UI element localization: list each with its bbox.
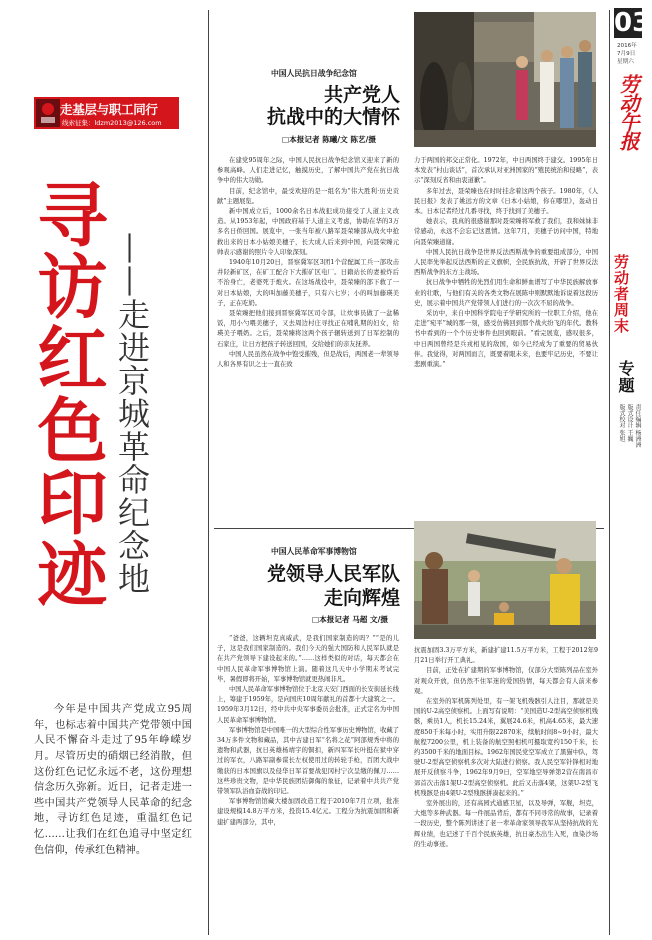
feature-title: 寻访红色印迹 (26, 178, 108, 610)
paragraph: 中国人民革命军事博物馆位于北京天安门西面的长安街延长线上，筹建于1959年，是向国庆10周年献礼的首都十大建筑之一。1959年3月12日，经中共中央军事委员会批准，正式定名为中国人民革命军事博物馆。 (217, 686, 400, 724)
paragraph: 聂荣臻把他们接到晋察冀军区司令部，让炊事员做了一盆稀饭，用小勺喂美穗子，又去周边村庄寻找正在哺乳期的妇女，给瑛美子喂奶。之后，聂荣臻将这两个孩子辗转送到了日军控制的石家庄，让日方把孩子转送回国，交给她们的亲友抚养。 (217, 310, 399, 348)
article1-photo (414, 12, 596, 147)
paragraph: 目前，正处在扩建期的军事博物馆，仅部分大型陈列品在室外对观众开放，但仍然不住军迷的爱国热情，每天都会有人前来参观。 (414, 667, 598, 695)
feature-intro: 今年是中国共产党成立95周年，也标志着中国共产党带领中国人民不懈奋斗走过了95年峥嵘岁月。尽管历史的硝烟已经消散，但这份红色记忆永远不老，这份理想信念历久弥新。近日，记者走进一些中国共产党领导人民革命的纪念地，寻访红色足迹，重温红色记忆……让我们在红色追寻中坚定红色信仰，传承红色精神。 (34, 704, 192, 856)
date-day: 7月9日 (617, 51, 636, 57)
article2-photo (414, 521, 596, 639)
paragraph: 1940年10月20日，晋察冀军区3团1个营配属工兵一部攻击井陉新矿区，在矿工配合下大摧矿区电厂。日籍站长的妻被炸后不治身亡，老婆死于炮火。在这场战役中，聂荣臻的部下救了一对日本姑娘，大的叫加藤美穗子，只有六七岁；小的叫加藤瑛美子，正在吃奶。 (217, 259, 399, 307)
paragraph: 中国人民抗日战争是世界反法西斯战争的重要组成部分，中国人民率先举起反法西斯的正义旗帜，全民族抗战，开辟了世界反法西斯战争的东方主战场。 (414, 248, 598, 277)
paragraph: 目前，纪念馆中，最受欢迎的是一组名为“伟大胜利·历史贡献”主题展览。 (217, 187, 399, 205)
right-strip-divider (609, 10, 610, 935)
staff-designer: 版式设计 王巍 (626, 404, 633, 442)
staff-proofreader: 版式校对 张旭 (618, 404, 625, 442)
paragraph: 她表示，我真的很感谢那时聂荣臻将军救了我们，我和妹妹非常感动，永远不会忘记这恩情。这年7月，美穗子访问中国，特地向聂荣臻道谢。 (414, 218, 598, 246)
paragraph: 在室外的军机陈列处里，有一架飞机残骸引人注目，那就是美国的U-2高空侦察机。上面写有说明：“美国造U-2型高空侦察机残骸，乘员1人，机长15.24米，翼展24.6米，机高4.65米，最大速度850千米每小时，实用升限22870米，续航时间8~9小时，最大航程7200公里，机上装备的航空照相机可摄取宽约150千米，长约3500千米的地面目标。1962年国民党空军成立了黑猫中队，驾驶U-2型高空侦察机多次对大陆进行侦察。我人民空军针锋相对地展开反侦察斗争，1962年9月9日，空军地空导弹第2营在南昌市郊首次击落1架U-2型高空侦察机。此后又击落4架，这架U-2型飞机残骸是由4架U-2型残骸拼凑起来的。” (414, 698, 598, 797)
feature-subtitle: ——走进京城革命纪念地 (113, 232, 151, 595)
banner-logo-icon (36, 99, 60, 127)
article2-byline: □本报记者 马超 文/摄 (312, 615, 388, 624)
column-banner (34, 97, 179, 129)
paragraph: 多年过去，聂荣臻也在时时挂念着这两个孩子。1980年，《人民日报》发表了姚远方的文章《日本小姑娘，你在哪里》，轰动日本。日本记者经过几番寻找，终于找到了美穗子。 (414, 187, 598, 216)
article1-column-1 (217, 156, 399, 370)
paragraph: 抗震加固3.3万平方米，新建扩建11.5万平方米，工程于2012年9月21日举行开工典礼。 (414, 647, 598, 665)
paragraph: 军事博物馆是中国唯一的大型综合性军事历史博物馆，收藏了34万多件文物和藏品，其中古建日军“名将之花”阿部规秀中将的遗物和武器，抗日英雄杨靖宇的铜扣，新四军军长叶挺在狱中穿过的军衣，八路军副参谋长左权使用过的转轮手枪，百团大战中缴获的日本国旗以及侵华日军首要战犯冈村宁次呈缴的佩刀……这些珍贵文物，是中华民族团结御侮的象征，记录着中共共产党带领军队浴血奋战的印记。 (217, 726, 400, 796)
paragraph: 采访中，来自中国科学院电子学研究所的一位职工介绍，他在走进“宛平”城的那一刻，感受仿佛回到那个战火纷飞的年代。教科书中看到的一个个历史事件也回到眼前。“看完展览，感叹很多，中日两国曾经是兵戎相见的敌国，如今已经成为了重要的贸易伙伴。我觉得，对两国而言，既要着眼未来，也要牢记历史，不要让悲剧重演。” (414, 310, 598, 369)
paragraph: “爸爸，这辆坦克真威武，是我们国家制造的吗？”“是的儿子，这是我们国家制造的。我们今天的强大国防和人民军队就是在共产党领导下建设起来的。”……这样类似的对话，每天都会在中国人民革命军事博物馆上演。随着这几天中小学期末考试完毕，暑假即将开始，军事博物馆就更热闹非凡。 (217, 635, 399, 683)
article2-column-2 (414, 646, 598, 850)
paragraph: 力于两国的邦交正常化。1972年，中日两国终于建交。1995年日本发表“村山谈话”，首次承认对亚洲国家的“殖民统治和侵略”，表示“深刻反省和由衷道歉”。 (414, 157, 598, 185)
date-year: 2016年 (617, 43, 637, 49)
banner-email: 线索征集：ldzm2013@126.com (62, 119, 162, 127)
date-weekday: 星期六 (617, 59, 634, 65)
article1-byline: □本报记者 陈曦/文 陈艺/摄 (282, 135, 376, 144)
paragraph: 抗日战争中牺牲的先烈们用生命和鲜血谱写了中华民族解放事业的壮歌，与他们有关的各类文物在展陈中则默默地诉说着这段历史，展示着中国共产党带领人们进行的一次次不屈的战争。 (414, 279, 598, 307)
article1-headline-line1: 共产党人 (323, 84, 400, 106)
section-name: 劳动者周末 (612, 254, 630, 334)
article1-column-2 (414, 156, 598, 370)
article1-headline-line2: 抗战中的大情怀 (266, 106, 400, 128)
article2-headline-line2: 走向辉煌 (323, 587, 400, 609)
paragraph: 在建党95周年之际，中国人民抗日战争纪念馆又迎来了新的参观高峰。人们走进记忆，触摸历史，了解中国共产党在抗日战争中的伟大功勋。 (217, 157, 399, 185)
article2-kicker: 中国人民革命军事博物馆 (271, 547, 357, 556)
staff-editor: 责任编辑 杨洲洲 (634, 404, 641, 448)
article1-kicker: 中国人民抗日战争纪念馆 (271, 69, 357, 78)
banner-title: 走基层与职工同行 (60, 102, 158, 117)
paragraph: 军事博物馆馆藏大楼加固改造工程于2010年7月立项，批准建设规模14.8万平方米，投资15.4亿元。工程分为抗震加固和新建扩建两部分，其中， (217, 798, 399, 826)
paragraph: 室外展出的，还有高园式通感卫星，以及导弹，军舰，坦克，大炮等多种武器。每一件展品背后，都有不同寻常的故事，记录着一段历史，整个陈列讲述了老一辈革命家领导我军从坚持抗战的光辉业绩，也记述了千百个民族英雄，抗日豪杰出生入死，血染沙场的生动事迹。 (414, 800, 598, 848)
paragraph: 新中国成立后，1000余名日本战犯成功接受了人道主义改造。从1953年起，中国政府基于人道主义考虑，协助在华的3万多名日侨回国。展览中，一张当年被八路军聂荣臻部从战火中抢救出来的日本小姑娘美穗子，长大成人后来到中国，向聂荣臻元帅表示感谢的照片令人印象深刻。 (217, 208, 399, 256)
page-number: 03 (614, 8, 651, 38)
section-tag: 专题 (616, 360, 635, 394)
paper-name: 劳动午报 (616, 74, 640, 150)
article2-column-1 (217, 634, 399, 828)
column-divider (208, 10, 209, 935)
article2-headline-line1: 党领导人民军队 (266, 563, 400, 585)
paragraph: 中国人民虽然在战争中饱受摧残，但是战后，两国老一辈领导人和各界有识之士一直在致 (217, 350, 400, 369)
